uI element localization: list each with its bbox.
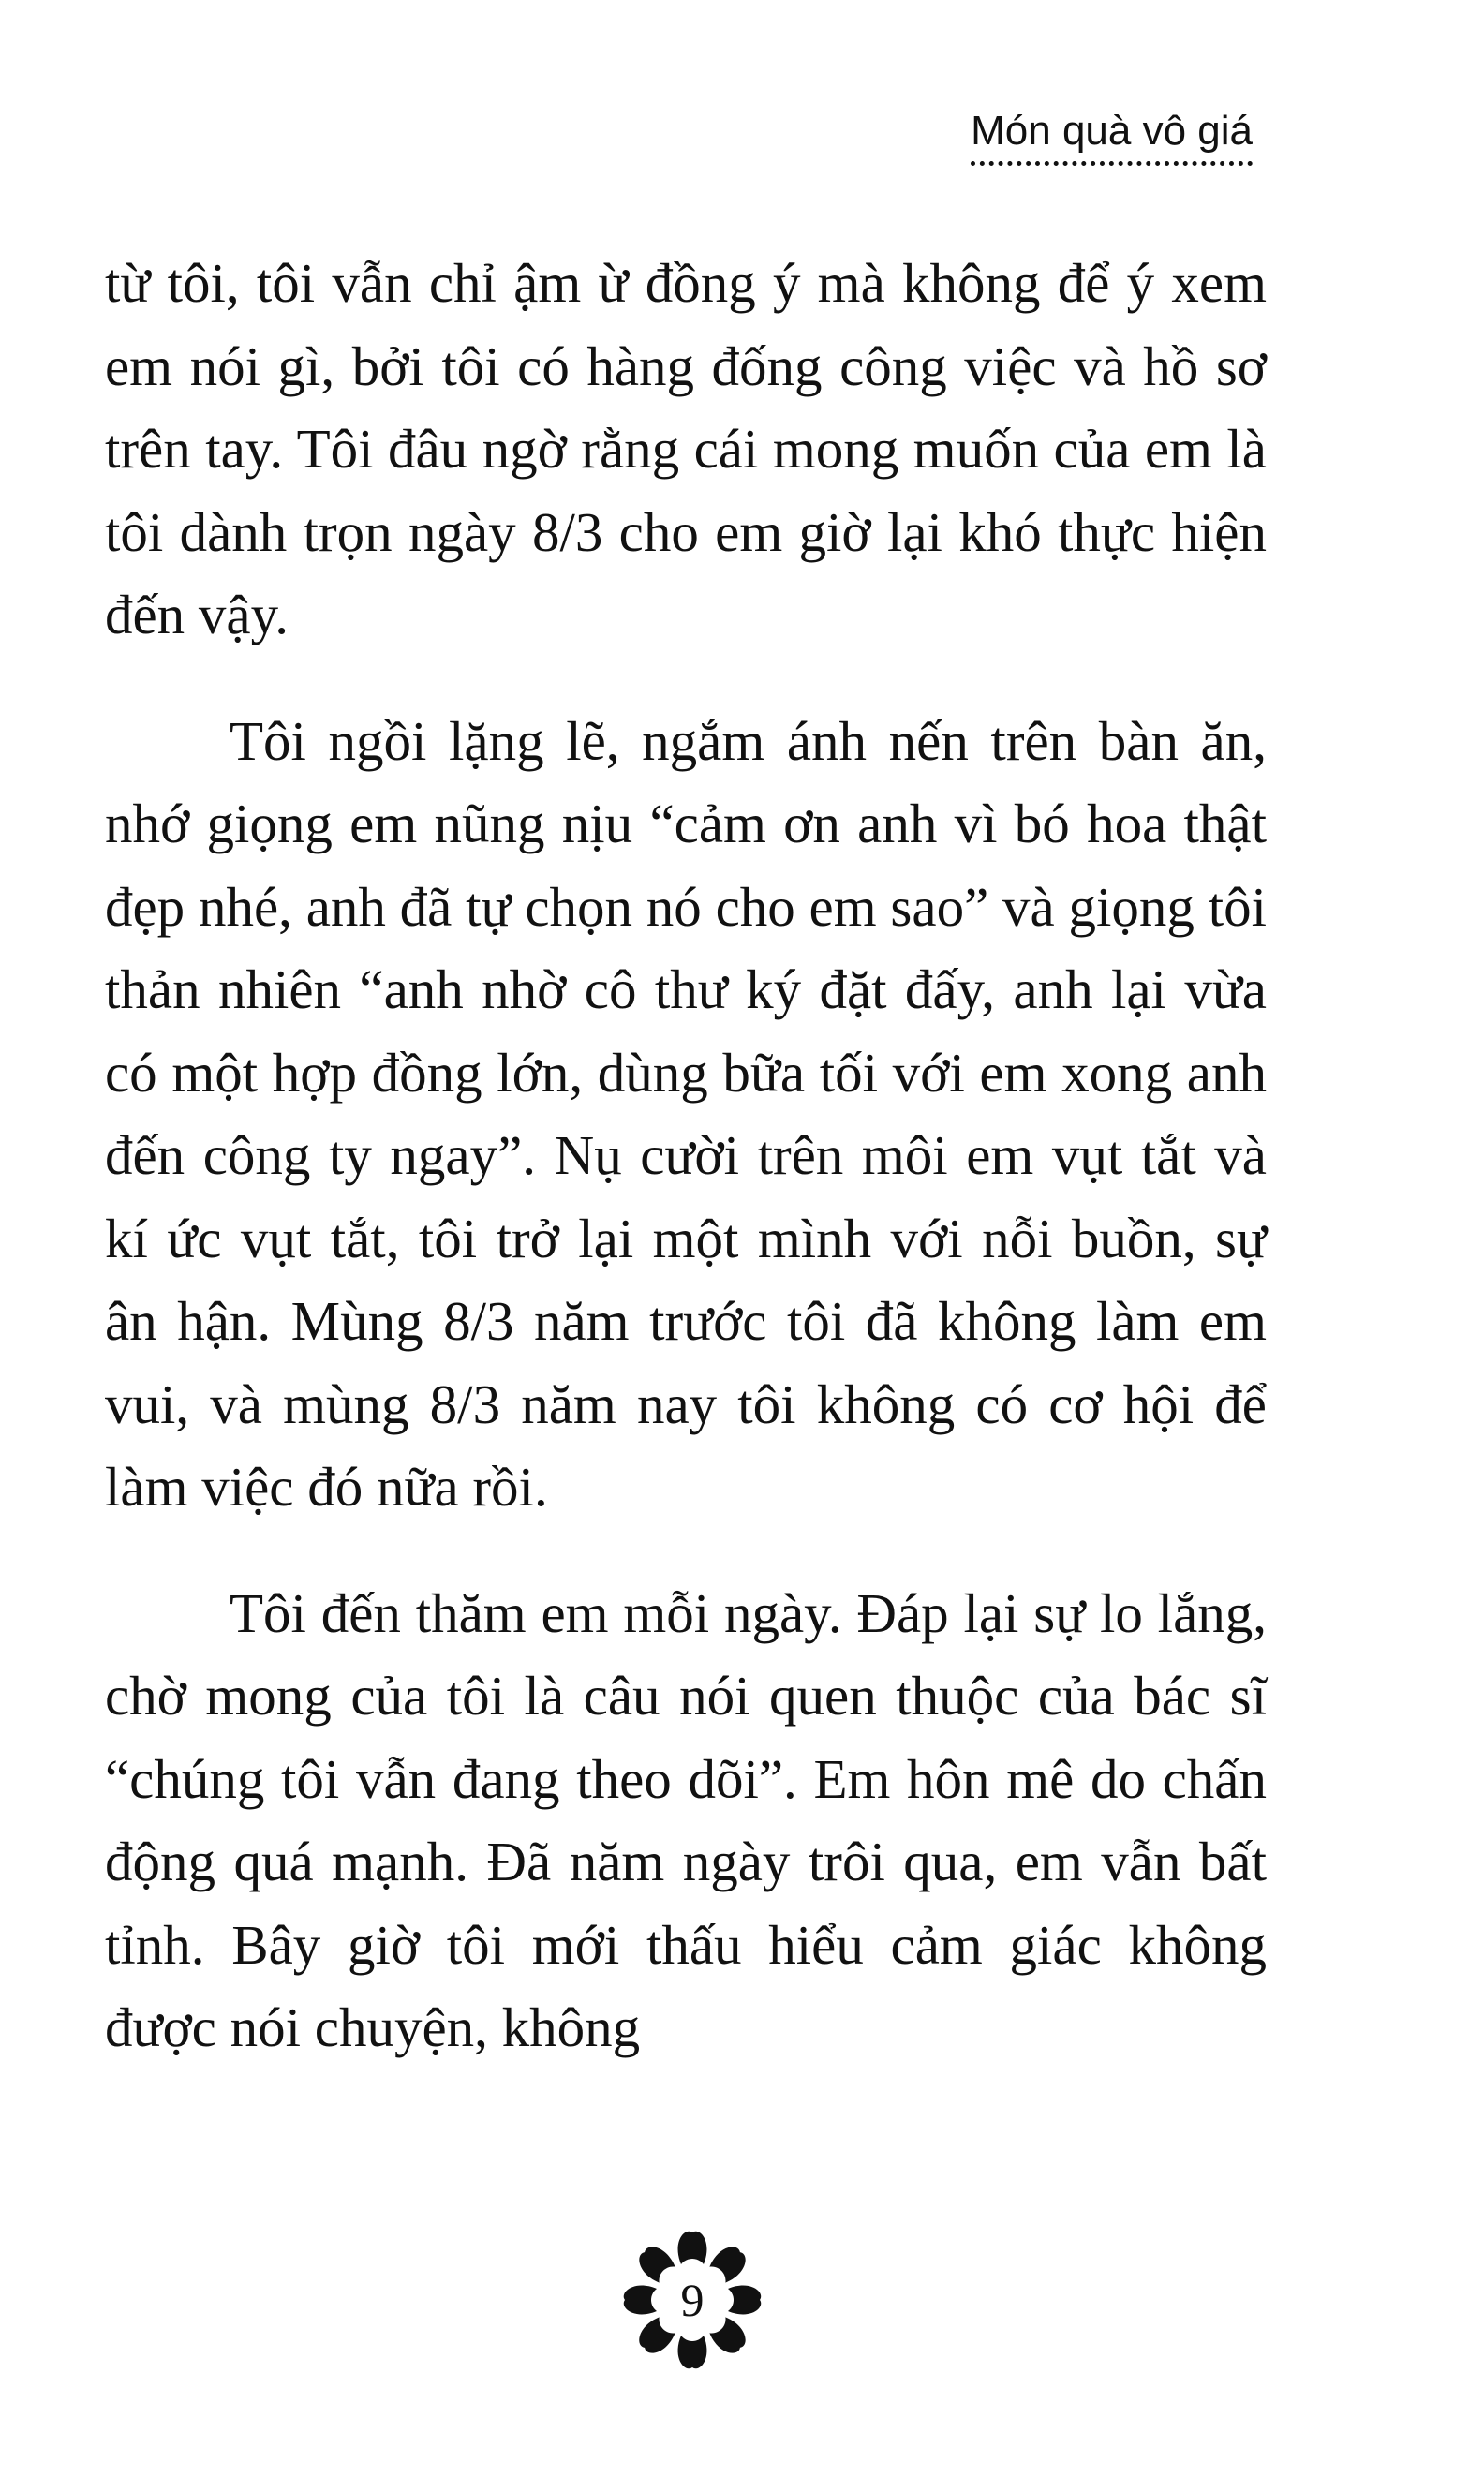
paragraph-gap [105,1529,1267,1572]
running-header-title: Món quà vô giá [971,103,1253,166]
paragraph-3: Tôi đến thăm em mỗi ngày. Đáp lại sự lo lắng, chờ mong của tôi là câu nói quen thuộc của bác sĩ “chúng tôi vẫn đang theo dõi”. Em hôn mê do chấn động quá mạnh. Đã năm ngày trôi qua, em vẫn bất tỉnh. Bây giờ tôi mới thấu hiểu cảm giác không được nói chuyện, không [105,1581,1267,2058]
paragraph-gap [105,657,1267,700]
page-number-ornament [613,2220,772,2380]
body-text [105,242,1267,2069]
paragraph-1: từ tôi, tôi vẫn chỉ ậm ừ đồng ý mà không để ý xem em nói gì, bởi tôi có hàng đống công việc và hồ sơ trên tay. Tôi đâu ngờ rằng cái mong muốn của em là tôi dành trọn ngày 8/3 cho em giờ lại khó thực hiện đến vậy. [105,252,1267,645]
page-number: 9 [680,2274,705,2326]
paragraph-2: Tôi ngồi lặng lẽ, ngắm ánh nến trên bàn ăn, nhớ giọng em nũng nịu “cảm ơn anh vì bó hoa thật đẹp nhé, anh đã tự chọn nó cho em sao” và giọng tôi thản nhiên “anh nhờ cô thư ký đặt đấy, anh lại vừa có một hợp đồng lớn, dùng bữa tối với em xong anh đến công ty ngay”. Nụ cười trên môi em vụt tắt và kí ức vụt tắt, tôi trở lại một mình với nỗi buồn, sự ân hận. Mùng 8/3 năm trước tôi đã không làm em vui, và mùng 8/3 năm nay tôi không có cơ hội để làm việc đó nữa rồi. [105,709,1267,1518]
